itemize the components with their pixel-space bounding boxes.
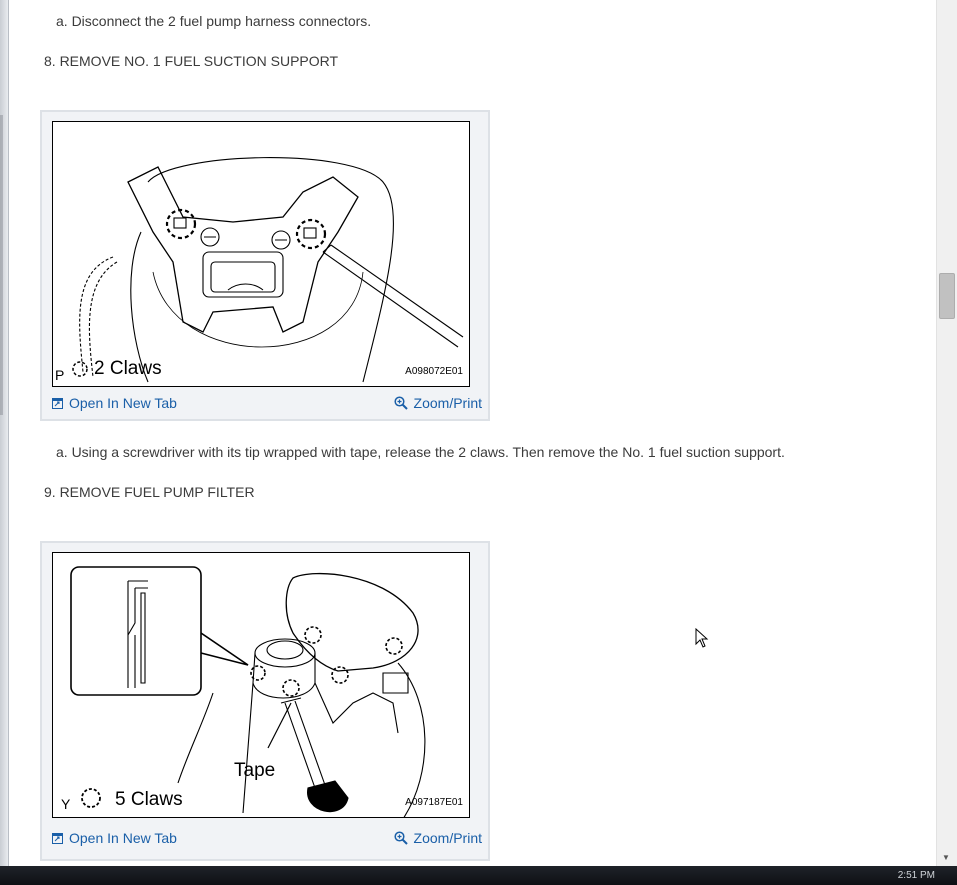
step9-heading: 9. REMOVE FUEL PUMP FILTER	[44, 484, 255, 500]
mouse-cursor-icon	[695, 628, 709, 648]
step7-substep-a: a. Disconnect the 2 fuel pump harness connectors.	[56, 13, 372, 29]
figure-2-footer	[42, 821, 488, 859]
figure-1-footer	[42, 389, 488, 419]
figure-2-open-new-tab-link[interactable]	[52, 830, 177, 846]
figure-1-corner-letter: P	[55, 367, 65, 383]
claw-legend-icon	[82, 789, 100, 807]
figure-2-corner-letter: Y	[61, 796, 71, 812]
figure-1-legend: 2 Claws	[94, 358, 162, 379]
zoom-icon	[394, 831, 408, 845]
figure-1	[40, 110, 490, 421]
figure-1-open-new-tab-label: Open In New Tab	[69, 395, 177, 411]
step8-heading: 8. REMOVE NO. 1 FUEL SUCTION SUPPORT	[44, 53, 339, 69]
figure-1-open-new-tab-link[interactable]	[52, 395, 177, 411]
figure-2-zoom-print-link[interactable]	[394, 830, 482, 846]
figure-1-zoom-print-link[interactable]	[394, 395, 482, 411]
figure-2-legend: 5 Claws	[115, 789, 183, 810]
fuel-suction-support-diagram	[53, 122, 470, 387]
figure-2-open-new-tab-label: Open In New Tab	[69, 830, 177, 846]
figure-2-zoom-print-label: Zoom/Print	[413, 830, 482, 846]
open-new-tab-icon	[52, 398, 63, 409]
document-content	[8, 0, 937, 865]
figure-2	[40, 541, 490, 861]
figure-2-id-code: A097187E01	[405, 797, 463, 808]
vertical-scrollbar[interactable]	[936, 0, 957, 866]
system-clock: 2:51 PM	[897, 870, 935, 881]
figure-1-illustration	[52, 121, 470, 387]
figure-1-id-code: A098072E01	[405, 366, 463, 377]
scroll-down-arrow-icon[interactable]: ▼	[942, 853, 950, 862]
zoom-icon	[394, 396, 408, 410]
figure-2-illustration	[52, 552, 470, 818]
fuel-pump-filter-diagram	[53, 553, 470, 818]
taskbar	[0, 866, 957, 885]
scrollbar-thumb[interactable]	[939, 273, 955, 319]
figure-2-tape-callout: Tape	[234, 760, 276, 781]
claw-legend-icon	[73, 362, 87, 376]
step8-substep-a: a. Using a screwdriver with its tip wrapped with tape, release the 2 claws. Then remove the No. 1 fuel suction support.	[56, 444, 785, 460]
open-new-tab-icon	[52, 833, 63, 844]
figure-1-zoom-print-label: Zoom/Print	[413, 395, 482, 411]
